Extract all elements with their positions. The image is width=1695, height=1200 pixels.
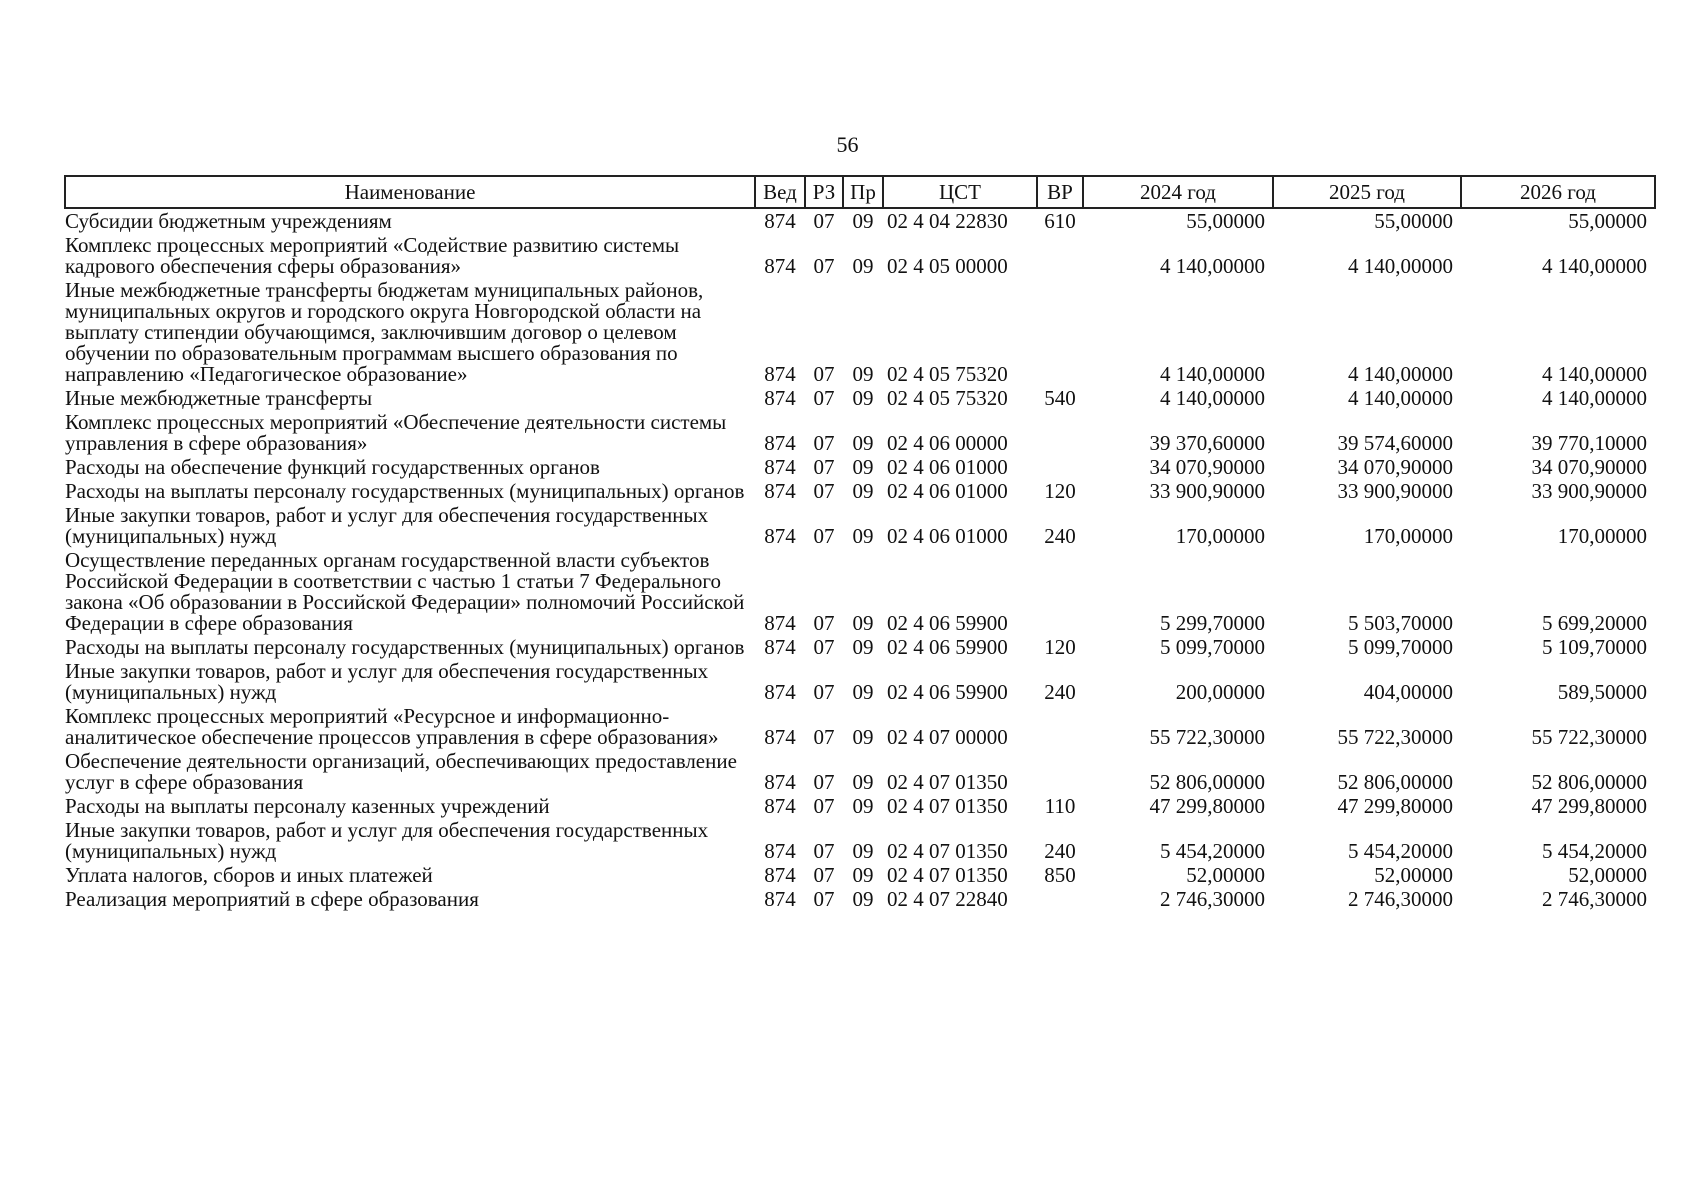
table-body bbox=[65, 208, 1655, 911]
cell-ved: 874 bbox=[764, 455, 796, 479]
cell-name: Комплекс процессных мероприятий «Ресурсное и информационно-аналитическое обеспечение процессов управления в сфере образования» bbox=[65, 704, 719, 749]
cell-vr: 120 bbox=[1044, 635, 1076, 659]
cell-2026: 5 454,20000 bbox=[1542, 839, 1647, 863]
cell-vr: 610 bbox=[1044, 209, 1076, 233]
cell-2024: 170,00000 bbox=[1175, 524, 1265, 548]
cell-2025: 47 299,80000 bbox=[1337, 794, 1453, 818]
cell-2026: 34 070,90000 bbox=[1531, 455, 1647, 479]
cell-ved: 874 bbox=[764, 611, 796, 635]
table-header bbox=[65, 176, 1655, 208]
cell-2025: 4 140,00000 bbox=[1348, 386, 1453, 410]
cell-name: Субсидии бюджетным учреждениям bbox=[65, 209, 392, 233]
cell-name: Расходы на выплаты персоналу казенных учреждений bbox=[65, 794, 550, 818]
cell-2026: 5 109,70000 bbox=[1542, 635, 1647, 659]
cell-vr: 850 bbox=[1044, 863, 1076, 887]
cell-rz: 07 bbox=[813, 455, 835, 479]
table-row bbox=[65, 818, 1655, 863]
cell-ved: 874 bbox=[764, 386, 796, 410]
cell-rz: 07 bbox=[813, 479, 835, 503]
cell-rz: 07 bbox=[813, 725, 835, 749]
cell-ved: 874 bbox=[764, 863, 796, 887]
cell-rz: 07 bbox=[813, 770, 835, 794]
cell-cst: 02 4 05 00000 bbox=[887, 254, 1008, 278]
cell-cst: 02 4 05 75320 bbox=[887, 362, 1008, 386]
cell-cst: 02 4 06 01000 bbox=[887, 455, 1008, 479]
cell-ved: 874 bbox=[764, 362, 796, 386]
cell-ved: 874 bbox=[764, 887, 796, 911]
cell-ved: 874 bbox=[764, 209, 796, 233]
cell-2026: 4 140,00000 bbox=[1542, 254, 1647, 278]
cell-rz: 07 bbox=[813, 362, 835, 386]
cell-rz: 07 bbox=[813, 839, 835, 863]
cell-2026: 47 299,80000 bbox=[1531, 794, 1647, 818]
cell-2024: 39 370,60000 bbox=[1149, 431, 1265, 455]
cell-2026: 39 770,10000 bbox=[1531, 431, 1647, 455]
cell-pr: 09 bbox=[852, 770, 874, 794]
cell-pr: 09 bbox=[852, 431, 874, 455]
cell-vr: 120 bbox=[1044, 479, 1076, 503]
cell-ved: 874 bbox=[764, 839, 796, 863]
cell-2025: 5 099,70000 bbox=[1348, 635, 1453, 659]
cell-vr: 540 bbox=[1044, 386, 1076, 410]
cell-cst: 02 4 07 00000 bbox=[887, 725, 1008, 749]
header-vr: ВР bbox=[1037, 176, 1083, 208]
cell-ved: 874 bbox=[764, 524, 796, 548]
cell-2024: 52 806,00000 bbox=[1149, 770, 1265, 794]
cell-2026: 170,00000 bbox=[1557, 524, 1647, 548]
table-row bbox=[65, 794, 1655, 818]
cell-ved: 874 bbox=[764, 254, 796, 278]
table-row bbox=[65, 233, 1655, 278]
cell-name: Реализация мероприятий в сфере образования bbox=[65, 887, 479, 911]
cell-2025: 404,00000 bbox=[1363, 680, 1453, 704]
cell-name: Расходы на выплаты персоналу государственных (муниципальных) органов bbox=[65, 635, 745, 659]
cell-pr: 09 bbox=[852, 254, 874, 278]
cell-name: Иные закупки товаров, работ и услуг для обеспечения государственных (муниципальных) нужд bbox=[65, 503, 709, 548]
cell-pr: 09 bbox=[852, 209, 874, 233]
header-rz: РЗ bbox=[805, 176, 843, 208]
cell-2025: 39 574,60000 bbox=[1337, 431, 1453, 455]
cell-name: Иные межбюджетные трансферты бюджетам муниципальных районов, муниципальных округов и городского округа Новгородской области на выплату стипендии обучающимся, заключившим договор о целевом обучении по образовательным программам высшего образования по направлению «Педагогическое образование» bbox=[65, 278, 704, 386]
table-row bbox=[65, 503, 1655, 548]
header-2025: 2025 год bbox=[1273, 176, 1461, 208]
header-name: Наименование bbox=[65, 176, 755, 208]
cell-2025: 52 806,00000 bbox=[1337, 770, 1453, 794]
cell-ved: 874 bbox=[764, 479, 796, 503]
cell-pr: 09 bbox=[852, 524, 874, 548]
table-row bbox=[65, 208, 1655, 233]
cell-2025: 34 070,90000 bbox=[1337, 455, 1453, 479]
cell-vr bbox=[1037, 887, 1083, 911]
table-row bbox=[65, 863, 1655, 887]
cell-cst: 02 4 06 59900 bbox=[887, 680, 1008, 704]
cell-pr: 09 bbox=[852, 635, 874, 659]
cell-2026: 52,00000 bbox=[1568, 863, 1647, 887]
cell-2024: 33 900,90000 bbox=[1149, 479, 1265, 503]
cell-ved: 874 bbox=[764, 635, 796, 659]
cell-name: Иные закупки товаров, работ и услуг для обеспечения государственных (муниципальных) нужд bbox=[65, 818, 709, 863]
cell-2025: 2 746,30000 bbox=[1348, 887, 1453, 911]
cell-2026: 52 806,00000 bbox=[1531, 770, 1647, 794]
cell-vr: 110 bbox=[1044, 794, 1076, 818]
cell-pr: 09 bbox=[852, 455, 874, 479]
table-row bbox=[65, 455, 1655, 479]
cell-2025: 52,00000 bbox=[1374, 863, 1453, 887]
cell-vr bbox=[1037, 278, 1083, 386]
cell-rz: 07 bbox=[813, 863, 835, 887]
cell-2025: 4 140,00000 bbox=[1348, 362, 1453, 386]
cell-2024: 200,00000 bbox=[1175, 680, 1265, 704]
cell-2026: 4 140,00000 bbox=[1542, 386, 1647, 410]
cell-cst: 02 4 06 59900 bbox=[887, 611, 1008, 635]
cell-cst: 02 4 07 01350 bbox=[887, 863, 1008, 887]
table-row bbox=[65, 887, 1655, 911]
table-row bbox=[65, 548, 1655, 635]
cell-name: Иные межбюджетные трансферты bbox=[65, 386, 373, 410]
cell-cst: 02 4 07 01350 bbox=[887, 794, 1008, 818]
cell-2026: 55,00000 bbox=[1568, 209, 1647, 233]
cell-2026: 2 746,30000 bbox=[1542, 887, 1647, 911]
cell-2025: 4 140,00000 bbox=[1348, 254, 1453, 278]
cell-pr: 09 bbox=[852, 479, 874, 503]
cell-rz: 07 bbox=[813, 431, 835, 455]
cell-2025: 5 503,70000 bbox=[1348, 611, 1453, 635]
cell-2024: 2 746,30000 bbox=[1160, 887, 1265, 911]
cell-ved: 874 bbox=[764, 794, 796, 818]
cell-pr: 09 bbox=[852, 386, 874, 410]
cell-name: Расходы на выплаты персоналу государственных (муниципальных) органов bbox=[65, 479, 745, 503]
cell-ved: 874 bbox=[764, 431, 796, 455]
header-ved: Вед bbox=[755, 176, 805, 208]
cell-2026: 33 900,90000 bbox=[1531, 479, 1647, 503]
cell-vr bbox=[1037, 455, 1083, 479]
cell-name: Комплекс процессных мероприятий «Обеспечение деятельности системы управления в сфере образования» bbox=[65, 410, 727, 455]
cell-vr bbox=[1037, 233, 1083, 278]
cell-vr: 240 bbox=[1044, 524, 1076, 548]
cell-2025: 33 900,90000 bbox=[1337, 479, 1453, 503]
cell-2026: 55 722,30000 bbox=[1531, 725, 1647, 749]
cell-name: Обеспечение деятельности организаций, обеспечивающих предоставление услуг в сфере образования bbox=[65, 749, 737, 794]
table-row bbox=[65, 704, 1655, 749]
cell-vr bbox=[1037, 704, 1083, 749]
cell-pr: 09 bbox=[852, 362, 874, 386]
cell-2024: 52,00000 bbox=[1186, 863, 1265, 887]
cell-2024: 55,00000 bbox=[1186, 209, 1265, 233]
cell-vr: 240 bbox=[1044, 680, 1076, 704]
header-cst: ЦСТ bbox=[883, 176, 1037, 208]
cell-vr bbox=[1037, 410, 1083, 455]
cell-pr: 09 bbox=[852, 725, 874, 749]
header-2024: 2024 год bbox=[1083, 176, 1273, 208]
cell-2025: 55 722,30000 bbox=[1337, 725, 1453, 749]
cell-rz: 07 bbox=[813, 887, 835, 911]
cell-cst: 02 4 07 01350 bbox=[887, 839, 1008, 863]
cell-ved: 874 bbox=[764, 770, 796, 794]
cell-cst: 02 4 07 22840 bbox=[887, 887, 1008, 911]
cell-pr: 09 bbox=[852, 839, 874, 863]
cell-vr bbox=[1037, 749, 1083, 794]
cell-rz: 07 bbox=[813, 386, 835, 410]
cell-cst: 02 4 06 59900 bbox=[887, 635, 1008, 659]
cell-name: Комплекс процессных мероприятий «Содействие развитию системы кадрового обеспечения сферы образования» bbox=[65, 233, 680, 278]
table-row bbox=[65, 479, 1655, 503]
cell-cst: 02 4 07 01350 bbox=[887, 770, 1008, 794]
cell-2026: 4 140,00000 bbox=[1542, 362, 1647, 386]
cell-ved: 874 bbox=[764, 725, 796, 749]
cell-pr: 09 bbox=[852, 794, 874, 818]
cell-2025: 5 454,20000 bbox=[1348, 839, 1453, 863]
budget-table bbox=[64, 175, 1656, 911]
cell-2026: 589,50000 bbox=[1557, 680, 1647, 704]
header-row bbox=[65, 176, 1655, 208]
table-row bbox=[65, 386, 1655, 410]
header-2026: 2026 год bbox=[1461, 176, 1655, 208]
cell-cst: 02 4 04 22830 bbox=[887, 209, 1008, 233]
cell-rz: 07 bbox=[813, 209, 835, 233]
table-row bbox=[65, 635, 1655, 659]
cell-pr: 09 bbox=[852, 680, 874, 704]
cell-cst: 02 4 06 01000 bbox=[887, 524, 1008, 548]
cell-2024: 5 454,20000 bbox=[1160, 839, 1265, 863]
cell-cst: 02 4 06 00000 bbox=[887, 431, 1008, 455]
cell-rz: 07 bbox=[813, 254, 835, 278]
cell-rz: 07 bbox=[813, 794, 835, 818]
cell-2024: 5 099,70000 bbox=[1160, 635, 1265, 659]
cell-2024: 47 299,80000 bbox=[1149, 794, 1265, 818]
cell-2025: 55,00000 bbox=[1374, 209, 1453, 233]
cell-pr: 09 bbox=[852, 863, 874, 887]
header-pr: Пр bbox=[843, 176, 883, 208]
cell-2024: 55 722,30000 bbox=[1149, 725, 1265, 749]
cell-rz: 07 bbox=[813, 680, 835, 704]
table-row bbox=[65, 278, 1655, 386]
page-number: 56 bbox=[836, 132, 859, 157]
cell-name: Расходы на обеспечение функций государственных органов bbox=[65, 455, 600, 479]
cell-vr bbox=[1037, 548, 1083, 635]
cell-rz: 07 bbox=[813, 635, 835, 659]
cell-2024: 5 299,70000 bbox=[1160, 611, 1265, 635]
cell-name: Осуществление переданных органам государственной власти субъектов Российской Федерации в соответствии с частью 1 статьи 7 Федерального закона «Об образовании в Российской Федерации» полномочий Российской Федерации в сфере образования bbox=[65, 548, 745, 635]
cell-pr: 09 bbox=[852, 887, 874, 911]
cell-pr: 09 bbox=[852, 611, 874, 635]
cell-2026: 5 699,20000 bbox=[1542, 611, 1647, 635]
cell-ved: 874 bbox=[764, 680, 796, 704]
cell-2024: 34 070,90000 bbox=[1149, 455, 1265, 479]
cell-2024: 4 140,00000 bbox=[1160, 362, 1265, 386]
cell-name: Уплата налогов, сборов и иных платежей bbox=[65, 863, 433, 887]
cell-2024: 4 140,00000 bbox=[1160, 386, 1265, 410]
cell-rz: 07 bbox=[813, 611, 835, 635]
cell-cst: 02 4 05 75320 bbox=[887, 386, 1008, 410]
cell-rz: 07 bbox=[813, 524, 835, 548]
cell-2024: 4 140,00000 bbox=[1160, 254, 1265, 278]
cell-2025: 170,00000 bbox=[1363, 524, 1453, 548]
table-row bbox=[65, 749, 1655, 794]
cell-cst: 02 4 06 01000 bbox=[887, 479, 1008, 503]
cell-name: Иные закупки товаров, работ и услуг для обеспечения государственных (муниципальных) нужд bbox=[65, 659, 709, 704]
table-row bbox=[65, 659, 1655, 704]
cell-vr: 240 bbox=[1044, 839, 1076, 863]
table-row bbox=[65, 410, 1655, 455]
